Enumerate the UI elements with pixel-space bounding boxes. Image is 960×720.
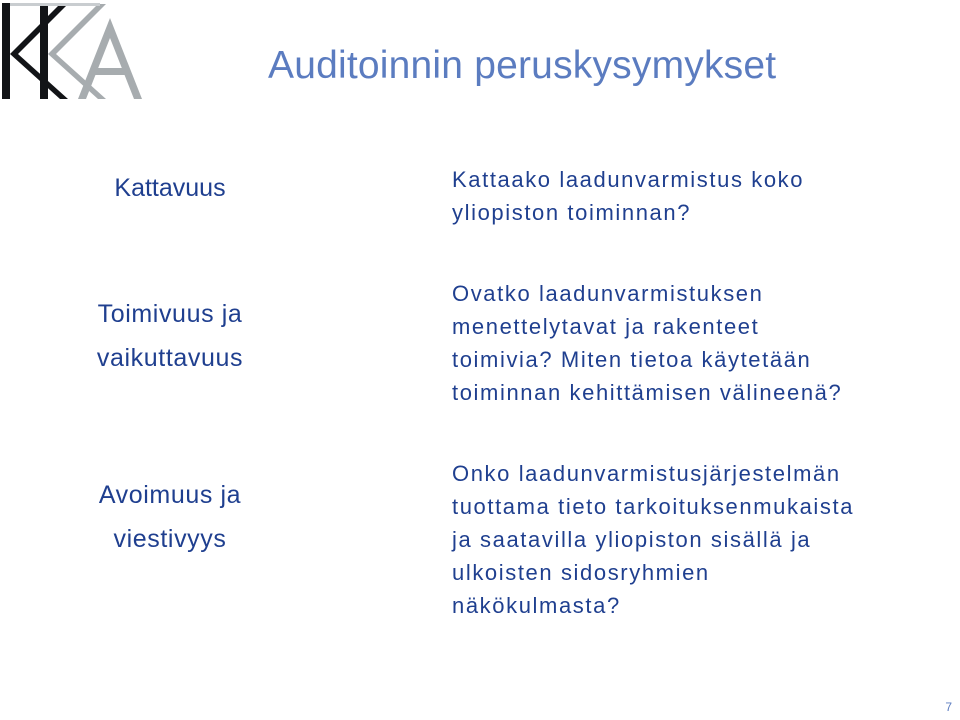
row-text-line: yliopiston toiminnan?: [452, 200, 692, 225]
row-text-line: ja saatavilla yliopiston sisällä ja: [452, 527, 812, 552]
row-label-line: vaikuttavuus: [96, 344, 244, 372]
row-label-line: viestivyys: [113, 525, 227, 553]
row-label-line: Kattavuus: [114, 174, 226, 202]
row-text-line: ulkoisten sidosryhmien: [452, 560, 710, 585]
slide-title: Auditoinnin peruskysymykset: [268, 44, 777, 87]
row-text-line: Onko laadunvarmistusjärjestelmän: [452, 461, 841, 486]
row-text-toimivuus: [452, 277, 942, 409]
row-label-kattavuus: [75, 166, 265, 210]
row-text-line: toimivia? Miten tietoa käytetään: [452, 347, 812, 372]
row-label-toimivuus: [75, 292, 265, 380]
row-text-line: näkökulmasta?: [452, 593, 621, 618]
kka-logo: [0, 0, 145, 105]
row-text-line: Kattaako laadunvarmistus koko: [452, 167, 805, 192]
row-text-line: tuottama tieto tarkoituksenmukaista: [452, 494, 855, 519]
row-label-line: Toimivuus ja: [97, 300, 243, 328]
row-text-avoimuus: [452, 457, 942, 622]
row-text-kattavuus: [452, 163, 942, 229]
page-number: 7: [945, 700, 952, 714]
row-label-avoimuus: [75, 473, 265, 561]
row-text-line: toiminnan kehittämisen välineenä?: [452, 380, 843, 405]
row-label-line: Avoimuus ja: [98, 481, 242, 509]
row-text-line: menettelytavat ja rakenteet: [452, 314, 760, 339]
row-text-line: Ovatko laadunvarmistuksen: [452, 281, 764, 306]
